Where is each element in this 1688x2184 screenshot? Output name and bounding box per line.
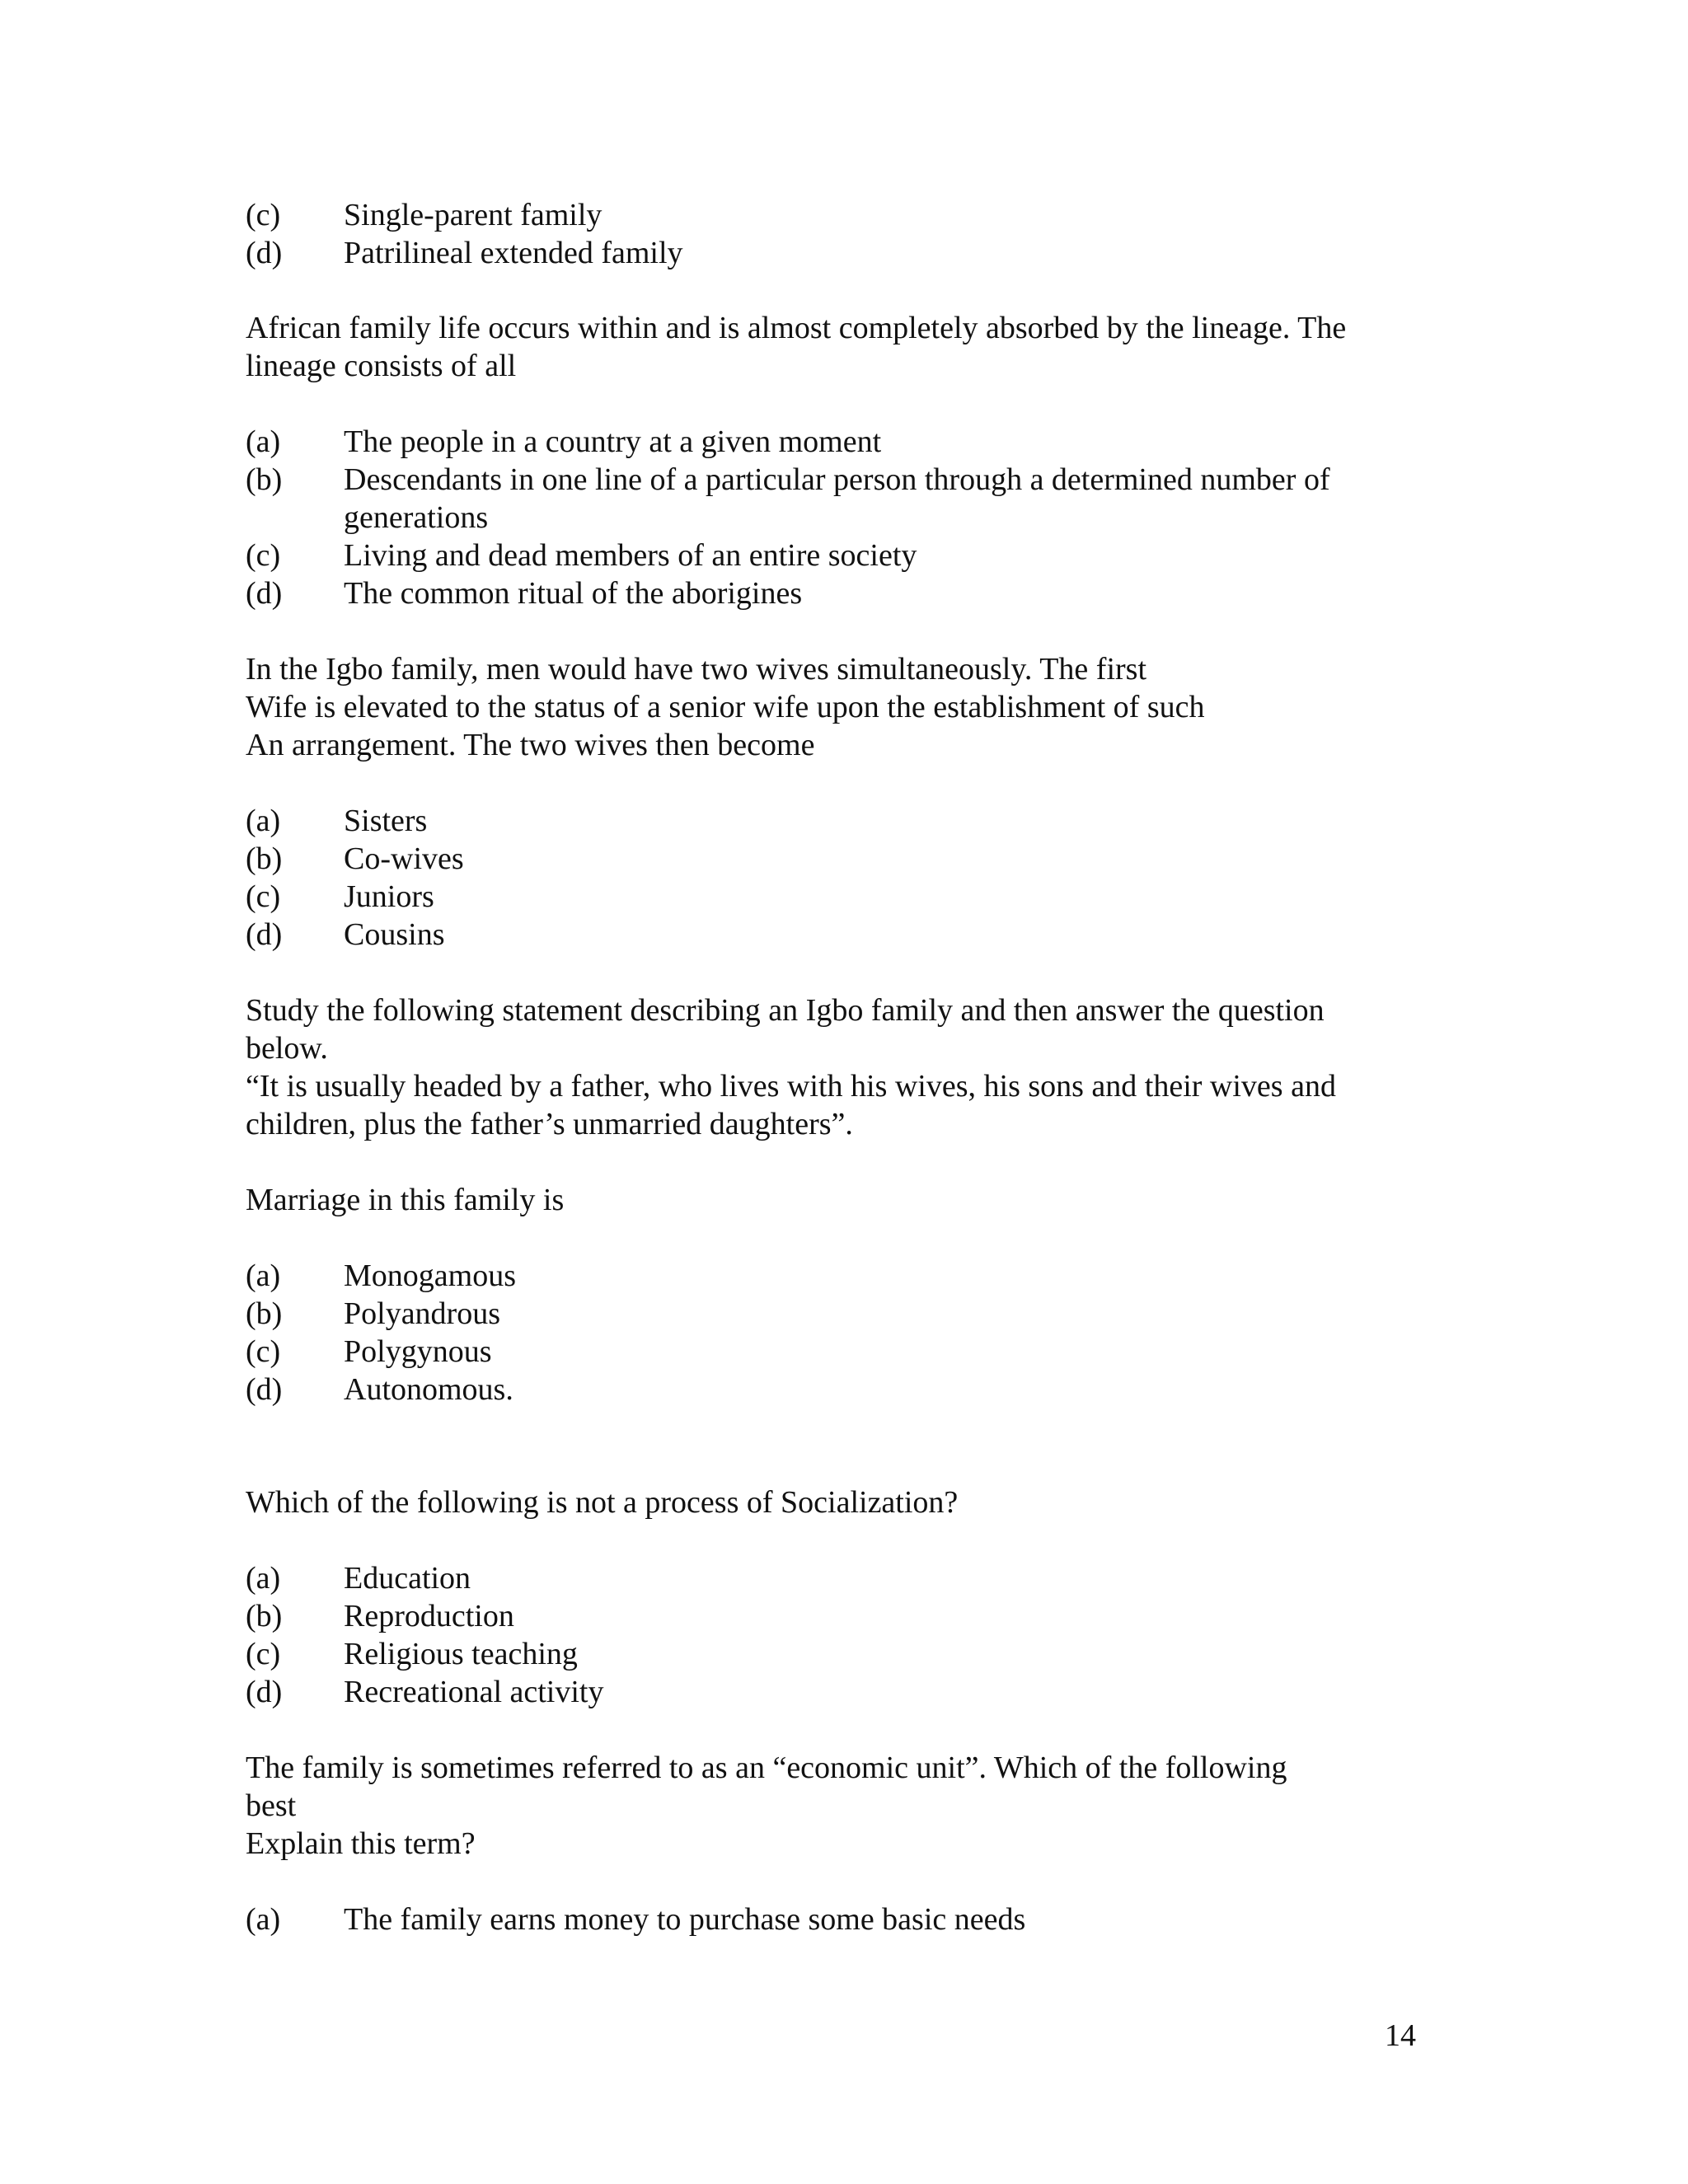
option-label: (a) [246, 1902, 281, 1937]
option-label: (c) [246, 538, 281, 573]
option-label: (d) [246, 236, 283, 270]
option-label: (c) [246, 879, 281, 914]
option-text: Polygynous [344, 1334, 492, 1369]
option-text: Religious teaching [344, 1637, 578, 1671]
quoted-statement: “It is usually headed by a father, who lives with his wives, his sons and their wives and [246, 1069, 1336, 1104]
question-text: lineage consists of all [246, 349, 517, 383]
question-text: The family is sometimes referred to as an “economic unit”. Which of the following [246, 1750, 1287, 1785]
option-text: The people in a country at a given moment [344, 424, 882, 459]
option-label: (b) [246, 1296, 283, 1331]
option-label: (b) [246, 841, 283, 876]
question-text: Which of the following is not a process of Socialization? [246, 1485, 959, 1520]
option-text: The common ritual of the aborigines [344, 576, 803, 611]
question-text: Explain this term? [246, 1826, 476, 1861]
option-text: Reproduction [344, 1599, 514, 1633]
option-label: (c) [246, 1334, 281, 1369]
option-label: (c) [246, 1637, 281, 1671]
option-label: (d) [246, 1675, 283, 1709]
question-text: An arrangement. The two wives then become [246, 728, 815, 762]
question-text: In the Igbo family, men would have two wives simultaneously. The first [246, 652, 1147, 687]
option-text: Living and dead members of an entire society [344, 538, 917, 573]
option-label: (d) [246, 1372, 283, 1407]
page-number: 14 [1385, 2018, 1416, 2053]
option-text: Single-parent family [344, 198, 603, 232]
option-text: Sisters [344, 804, 428, 838]
question-text: best [246, 1788, 297, 1823]
option-text: Juniors [344, 879, 434, 914]
option-label: (b) [246, 462, 283, 497]
option-text: Education [344, 1561, 471, 1596]
option-text: Polyandrous [344, 1296, 500, 1331]
option-label: (a) [246, 1258, 281, 1293]
option-text: Monogamous [344, 1258, 516, 1293]
quoted-statement: children, plus the father’s unmarried daughters”. [246, 1107, 853, 1141]
option-text: Descendants in one line of a particular person through a determined number of [344, 462, 1330, 497]
question-text: African family life occurs within and is almost completely absorbed by the lineage. The [246, 311, 1347, 345]
option-text: generations [344, 500, 489, 535]
option-label: (a) [246, 1561, 281, 1596]
option-text: The family earns money to purchase some basic needs [344, 1902, 1026, 1937]
question-text: Study the following statement describing an Igbo family and then answer the question [246, 993, 1325, 1028]
option-text: Recreational activity [344, 1675, 604, 1709]
option-text: Autonomous. [344, 1372, 513, 1407]
option-label: (a) [246, 424, 281, 459]
question-text: below. [246, 1031, 328, 1066]
option-text: Patrilineal extended family [344, 236, 683, 270]
option-label: (b) [246, 1599, 283, 1633]
option-text: Cousins [344, 917, 445, 952]
option-label: (d) [246, 576, 283, 611]
option-label: (c) [246, 198, 281, 232]
option-label: (a) [246, 804, 281, 838]
option-label: (d) [246, 917, 283, 952]
question-stem: Marriage in this family is [246, 1183, 565, 1217]
question-text: Wife is elevated to the status of a senior wife upon the establishment of such [246, 690, 1205, 724]
option-text: Co-wives [344, 841, 464, 876]
